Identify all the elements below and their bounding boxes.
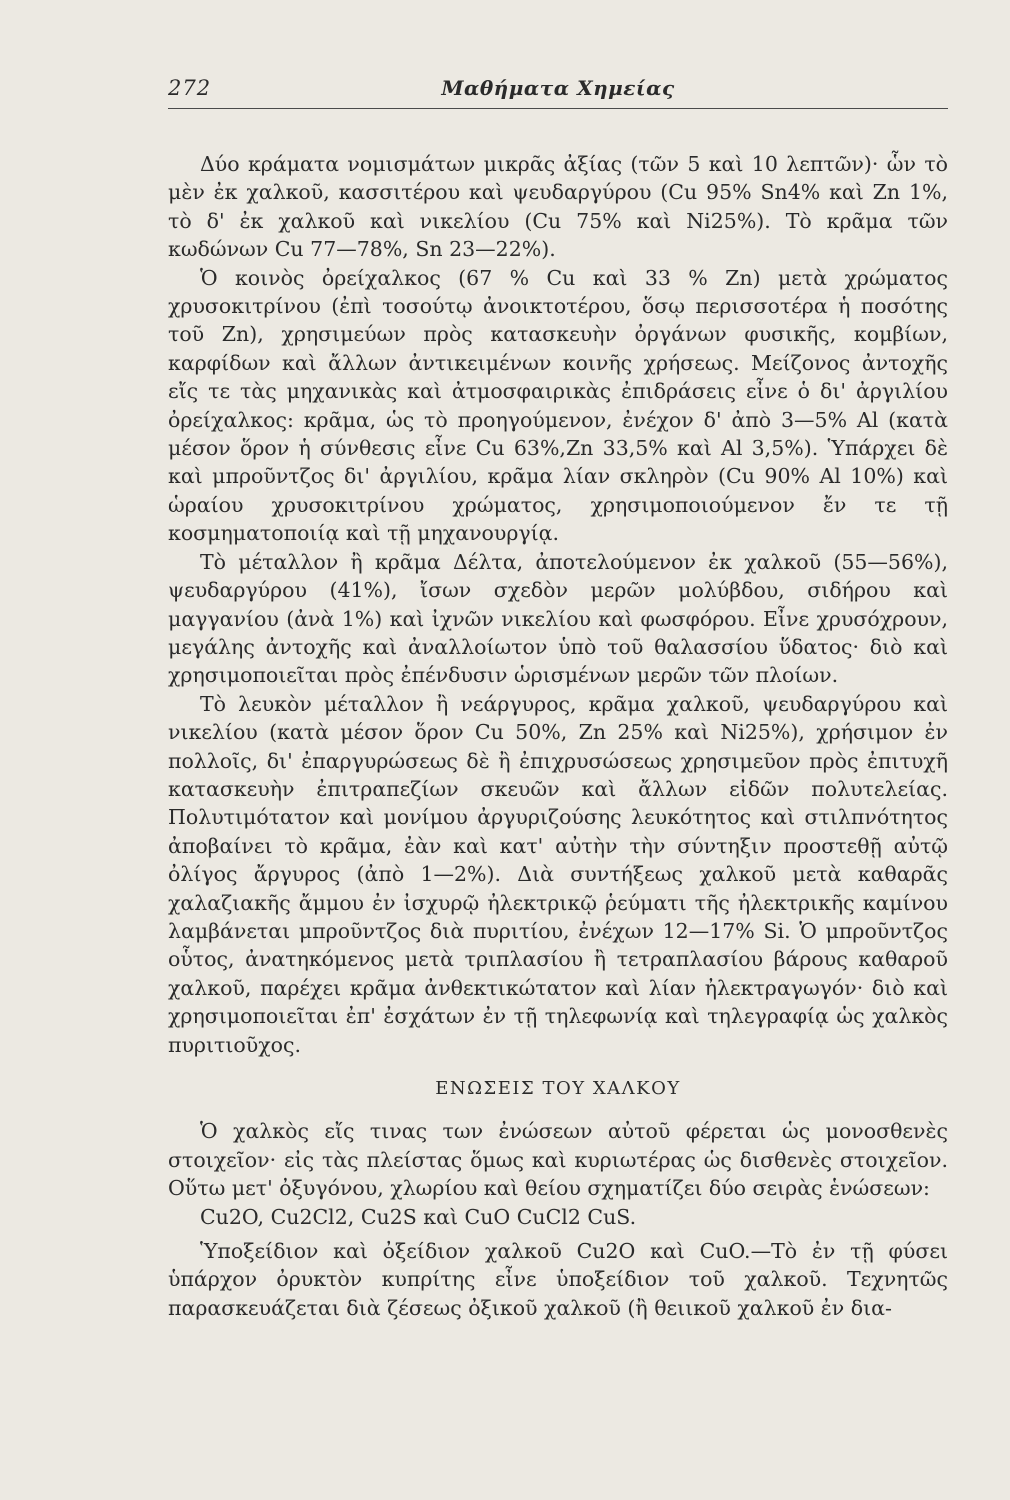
- paragraph-copper-compounds: Ὁ χαλκὸς εἴς τινας των ἐνώσεων αὐτοῦ φέρεται ὡς μονοσθενὲς στοιχεῖον· εἰς τὰς πλείστας ὅμως καὶ κυριωτέρας ὡς δισθενὲς στοιχεῖον. Οὕτω μετ' ὀξυγόνου, χλωρίου καὶ θείου σχηματίζει δύο σειρὰς ἑνώσεων:: [168, 1119, 948, 1201]
- paragraph-white-metal: Τὸ λευκὸν μέταλλον ἢ νεάργυρος, κρᾶμα χαλκοῦ, ψευδαργύρου καὶ νικελίου (κατὰ μέσον ὅρον Cu 50%, Zn 25% καὶ Ni25%), χρήσιμον ἐν πολλοῖς, δι' ἐπαργυρώσεως δὲ ἢ ἐπιχρυσώσεως χρησιμεῦον πρὸς ἐπιτυχῆ κατασκευὴν ἐπιτραπεζίων σκευῶν καὶ ἄλλων εἰδῶν πολυτελείας. Πολυτιμότατον καὶ μονίμου ἀργυριζούσης λευκότητος καὶ στιλπνότητος ἀποβαίνει τὸ κρᾶμα, ἐὰν καὶ κατ' αὐτὴν τὴν σύντηξιν προστεθῇ αὐτῷ ὀλίγος ἄργυρος (ἀπὸ 1—2%). Διὰ συντήξεως χαλκοῦ μετὰ καθαρᾶς χαλαζιακῆς ἄμμου ἐν ἰσχυρῷ ἠλεκτρικῷ ῥεύματι τῆς ἠλεκτρικῆς καμίνου λαμβάνεται μπρoῦντζος διὰ πυριτίου, ἐνέχων 12—17% Si. Ὁ μπρoῦντζος οὗτος, ἀνατηκόμενος μετὰ τριπλασίου ἢ τετραπλασίου βάρους καθαροῦ χαλκοῦ, παρέχει κρᾶμα ἀνθεκτικώτατον καὶ λίαν ἠλεκτραγωγόν· διὸ καὶ χρησιμοποιεῖται ἐπ' ἐσχάτων ἐν τῇ τηλεφωνίᾳ καὶ τηλεγραφίᾳ ὡς χαλκὸς πυριτιοῦχος.: [168, 691, 948, 1057]
- page-number: 272: [168, 76, 212, 100]
- paragraph-delta-metal: Τὸ μέταλλον ἢ κρᾶμα Δέλτα, ἀποτελούμενον ἐκ χαλκοῦ (55—56%), ψευδαργύρου (41%), ἴσων σχεδὸν μερῶν μολύβδου, σιδήρου καὶ μαγγανίου (ἀνὰ 1%) καὶ ἰχνῶν νικελίου καὶ φωσφόρου. Εἶνε χρυσόχρουν, μεγάλης ἀντοχῆς καὶ ἀναλλοίωτον ὑπὸ τοῦ θαλασσίου ὕδατος· διὸ καὶ χρησιμοποιεῖται πρὸς ἐπένδυσιν ὡρισμένων μερῶν τῶν πλοίων.: [168, 549, 948, 688]
- paragraph-brass: Ὁ κοινὸς ὀρείχαλκος (67 % Cu καὶ 33 % Zn) μετὰ χρώματος χρυσοκιτρίνου (ἐπὶ τοσούτῳ ἀνοικτοτέρου, ὅσῳ περισσοτέρα ἡ ποσότης τοῦ Zn), χρησιμεύων πρὸς κατασκευὴν ὀργάνων φυσικῆς, κομβίων, καρφίδων καὶ ἄλλων ἀντικειμένων κοινῆς χρήσεως. Μείζονος ἀντοχῆς εἴς τε τὰς μηχανικὰς καὶ ἀτμοσφαιρικὰς ἐπιδράσεις εἶνε ὁ δι' ἀργιλίου ὀρείχαλκος: κρᾶμα, ὡς τὸ προηγούμενον, ἐνέχον δ' ἀπὸ 3—5% Al (κατὰ μέσον ὅρον ἡ σύνθεσις εἶνε Cu 63%,Zn 33,5% καὶ Al 3,5%). Ὑπάρχει δὲ καὶ μπρoῦντζος δι' ἀργιλίου, κρᾶμα λίαν σκληρὸν (Cu 90% Al 10%) καὶ ὡραίου χρυσοκιτρίνου χρώματος, χρησιμοποιούμενον ἔν τε τῇ κοσμηματοποιίᾳ καὶ τῇ μηχανουργίᾳ.: [168, 265, 948, 546]
- page-body: [168, 150, 948, 1322]
- paragraph-coin-alloys: Δύο κράματα νομισμάτων μικρᾶς ἀξίας (τῶν 5 καὶ 10 λεπτῶν)· ὧν τὸ μὲν ἐκ χαλκοῦ, κασσιτέρου καὶ ψευδαργύρου (Cu 95% Sn4% καὶ Zn 1%, τὸ δ' ἐκ χαλκοῦ καὶ νικελίου (Cu 75% καὶ Ni25%). Τὸ κρᾶμα τῶν κωδώνων Cu 77—78%, Sn 23—22%).: [168, 152, 948, 262]
- section-heading: ΕΝΩΣΕΙΣ ΤΟΥ ΧΑΛΚΟΥ: [435, 1078, 681, 1099]
- page-header: [168, 76, 948, 109]
- compound-formulas: Cu2O, Cu2Cl2, Cu2S καὶ CuO CuCl2 CuS.: [200, 1204, 637, 1229]
- paragraph-copper-oxides: Ὑποξείδιον καὶ ὀξείδιον χαλκοῦ Cu2O καὶ CuO.—Τὸ ἐν τῇ φύσει ὑπάρχον ὀρυκτὸν κυπρίτης εἶνε ὑποξείδιον τοῦ χαλκοῦ. Τεχνητῶς παρασκευάζεται διὰ ζέσεως ὀξικοῦ χαλκοῦ (ἢ θειικοῦ χαλκοῦ ἐν δια-: [168, 1239, 948, 1320]
- running-title: Μαθήματα Χημείας: [441, 76, 675, 100]
